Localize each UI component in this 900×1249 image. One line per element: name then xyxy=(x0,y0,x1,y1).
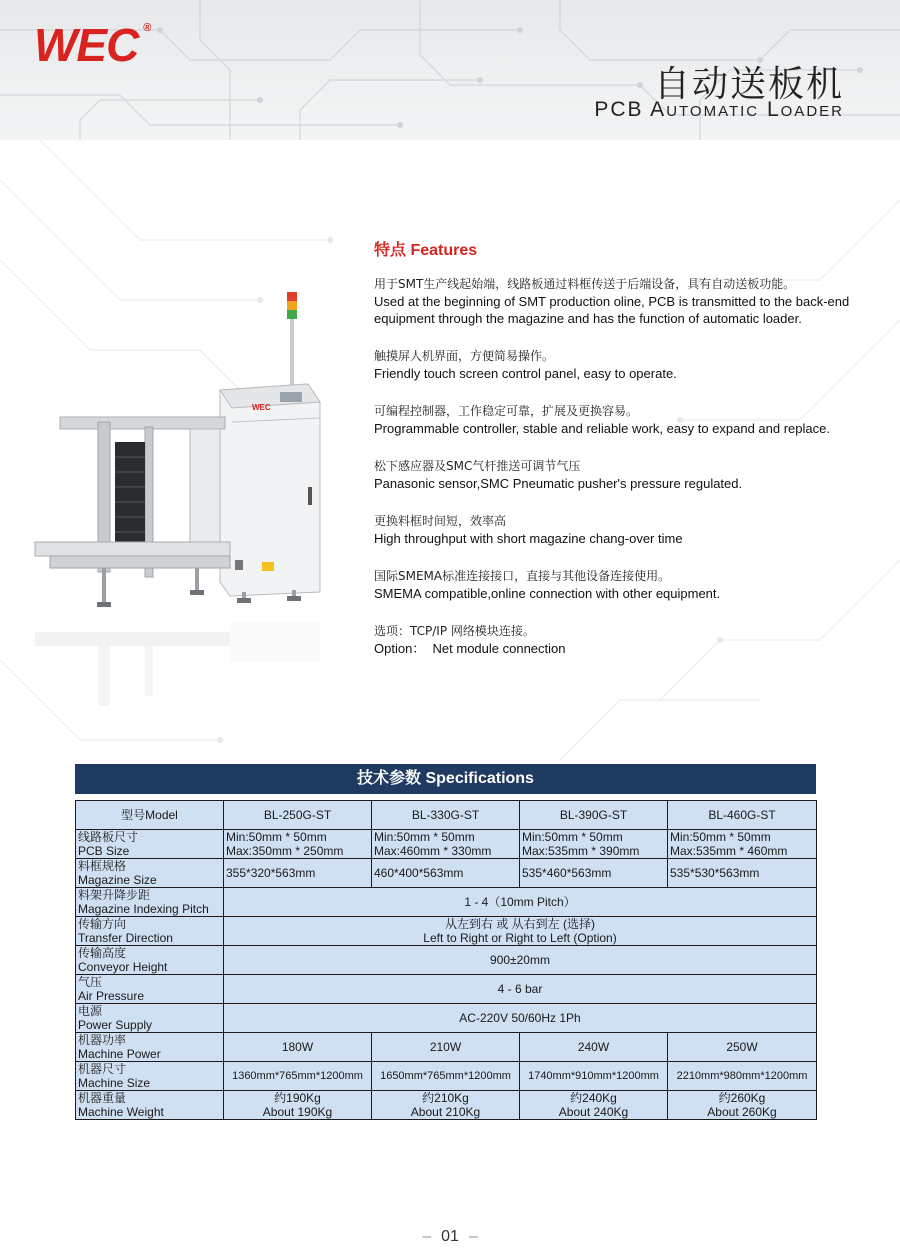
wec-logo: WEC ® xyxy=(34,19,151,71)
pcb-loader-machine-image xyxy=(30,292,330,712)
feature-item xyxy=(374,276,874,327)
table-row xyxy=(76,975,817,1004)
table-cell: BL-250G-ST xyxy=(224,801,372,830)
table-cell: Min:50mm * 50mm Max:535mm * 460mm xyxy=(668,830,817,859)
feature-text-cn: 触摸屏人机界面，方便简易操作。 xyxy=(374,349,555,363)
feature-text-cn: 更换料框时间短，效率高 xyxy=(374,514,507,528)
table-cell: 约240Kg About 240Kg xyxy=(520,1091,668,1120)
page-header xyxy=(0,0,900,140)
table-cell: Min:50mm * 50mm Max:535mm * 390mm xyxy=(520,830,668,859)
features-heading: 特点 Features xyxy=(374,242,478,259)
table-cell: 535*460*563mm xyxy=(520,859,668,888)
table-cell: 240W xyxy=(520,1033,668,1062)
table-cell: Min:50mm * 50mm Max:460mm * 330mm xyxy=(372,830,520,859)
table-cell: Min:50mm * 50mm Max:350mm * 250mm xyxy=(224,830,372,859)
table-cell: BL-460G-ST xyxy=(668,801,817,830)
table-cell: 4 - 6 bar xyxy=(224,975,817,1004)
table-cell: 从左到右 或 从右到左 (选择) Left to Right or Right to Left (Option) xyxy=(224,917,817,946)
table-cell: AC-220V 50/60Hz 1Ph xyxy=(224,1004,817,1033)
table-cell-label: 电源 Power Supply xyxy=(76,1004,224,1033)
feature-item xyxy=(374,623,874,657)
table-cell-label: 型号Model xyxy=(76,801,224,830)
table-cell: 约260Kg About 260Kg xyxy=(668,1091,817,1120)
table-row xyxy=(76,1091,817,1120)
table-row xyxy=(76,859,817,888)
feature-text-en: High throughput with short magazine chang-over time xyxy=(374,531,683,546)
page-title-en: PCB Automatic Loader xyxy=(594,98,844,121)
table-cell: BL-390G-ST xyxy=(520,801,668,830)
feature-text-en: SMEMA compatible,online connection with other equipment. xyxy=(374,586,721,601)
table-row xyxy=(76,801,817,830)
table-cell: 210W xyxy=(372,1033,520,1062)
table-cell-label: 料框规格 Magazine Size xyxy=(76,859,224,888)
page-number: – 01 – xyxy=(422,1228,478,1245)
feature-text-cn: 用于SMT生产线起始端，线路板通过料框传送于后端设备，具有自动送板功能。 xyxy=(374,277,796,291)
feature-item xyxy=(374,513,874,547)
table-cell-label: 机器尺寸 Machine Size xyxy=(76,1062,224,1091)
feature-item xyxy=(374,348,874,382)
table-cell-label: 传输方向 Transfer Direction xyxy=(76,917,224,946)
table-cell: 2210mm*980mm*1200mm xyxy=(668,1062,817,1091)
table-cell: 1360mm*765mm*1200mm xyxy=(224,1062,372,1091)
table-cell: 约190Kg About 190Kg xyxy=(224,1091,372,1120)
page-title-cn: 自动送板机 xyxy=(653,64,844,105)
table-row xyxy=(76,1062,817,1091)
table-cell: 180W xyxy=(224,1033,372,1062)
table-row xyxy=(76,888,817,917)
table-cell: 900±20mm xyxy=(224,946,817,975)
machine-logo: WEC xyxy=(252,403,271,412)
feature-text-en: Used at the beginning of SMT production oline, PCB is transmitted to the back-end equipment through the magazine and has the function of automatic loader. xyxy=(374,294,850,326)
feature-item xyxy=(374,568,874,602)
table-cell: 535*530*563mm xyxy=(668,859,817,888)
table-cell: 约210Kg About 210Kg xyxy=(372,1091,520,1120)
table-cell: 250W xyxy=(668,1033,817,1062)
table-row xyxy=(76,1033,817,1062)
table-cell-label: 气压 Air Pressure xyxy=(76,975,224,1004)
feature-item xyxy=(374,458,874,492)
table-cell: 460*400*563mm xyxy=(372,859,520,888)
feature-text-cn: 松下感应器及SMC气杆推送可调节气压 xyxy=(374,459,581,473)
specifications-table xyxy=(75,800,817,1120)
features-section xyxy=(374,237,874,678)
table-cell-label: 机器功率 Machine Power xyxy=(76,1033,224,1062)
feature-text-cn: 国际SMEMA标准连接接口，直接与其他设备连接使用。 xyxy=(374,569,671,583)
table-cell-label: 线路板尺寸 PCB Size xyxy=(76,830,224,859)
feature-text-en: Panasonic sensor,SMC Pneumatic pusher's pressure regulated. xyxy=(374,476,743,491)
specifications-heading: 技术参数 Specifications xyxy=(75,764,816,794)
feature-text-en: Option： Net module connection xyxy=(374,641,566,656)
table-cell: 1740mm*910mm*1200mm xyxy=(520,1062,668,1091)
table-row xyxy=(76,1004,817,1033)
feature-text-en: Programmable controller, stable and reliable work, easy to expand and replace. xyxy=(374,421,830,436)
table-cell: 1650mm*765mm*1200mm xyxy=(372,1062,520,1091)
table-row xyxy=(76,946,817,975)
table-cell: BL-330G-ST xyxy=(372,801,520,830)
table-cell-label: 料架升降步距 Magazine Indexing Pitch xyxy=(76,888,224,917)
table-cell-label: 传输高度 Conveyor Height xyxy=(76,946,224,975)
table-cell: 355*320*563mm xyxy=(224,859,372,888)
table-cell-label: 机器重量 Machine Weight xyxy=(76,1091,224,1120)
feature-text-cn: 选项：TCP/IP 网络模块连接。 xyxy=(374,624,535,638)
table-row xyxy=(76,830,817,859)
table-cell: 1 - 4（10mm Pitch） xyxy=(224,888,817,917)
feature-text-cn: 可编程控制器，工作稳定可靠，扩展及更换容易。 xyxy=(374,404,639,418)
feature-text-en: Friendly touch screen control panel, easy to operate. xyxy=(374,366,677,381)
feature-item xyxy=(374,403,874,437)
table-row xyxy=(76,917,817,946)
